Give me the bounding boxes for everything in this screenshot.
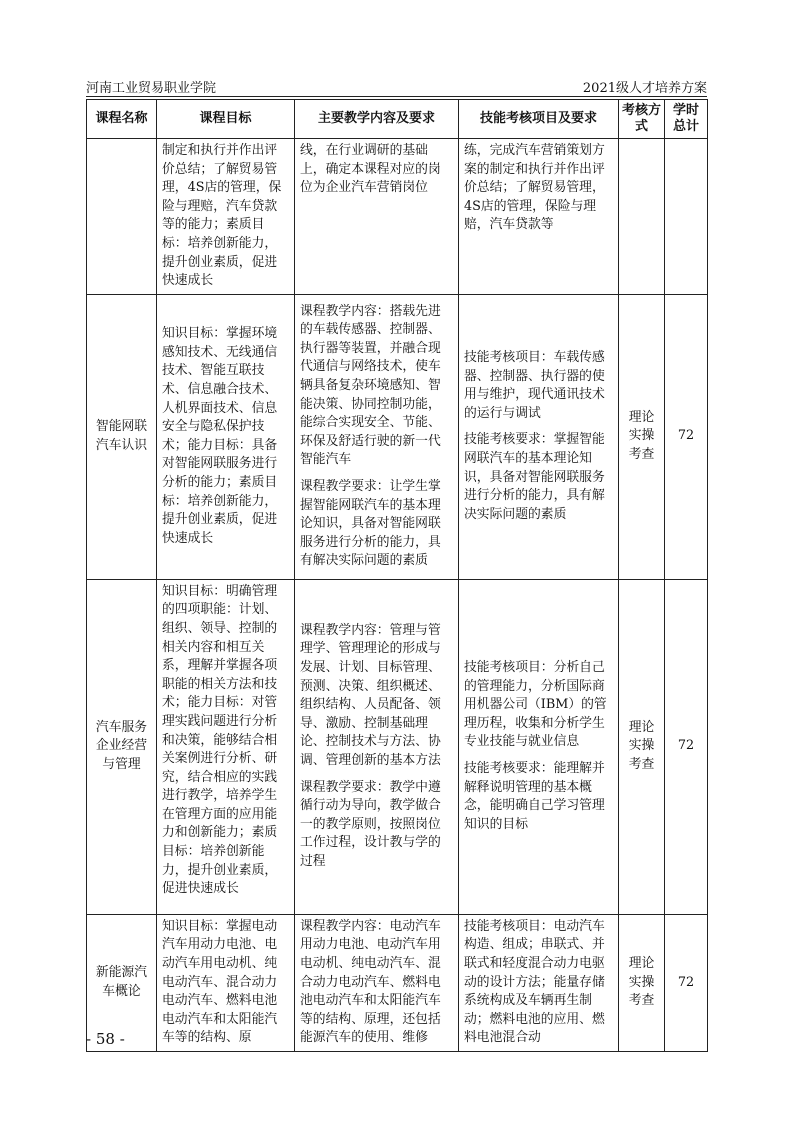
column-header-course-goal: 课程目标 [157, 100, 295, 139]
column-header-skill-assessment: 技能考核项目及要求 [459, 100, 619, 139]
content-paragraph: 课程教学内容：搭载先进的车载传感器、控制器、执行器等装置，并融合现代通信与网络技术，使车辆具备复杂环境感知、智能决策、协同控制功能，能综合实现安全、节能、环保及舒适行驶的新一代智能汽车 [300, 303, 441, 468]
course-table [86, 99, 708, 1052]
column-header-total-hours: 学时总计 [665, 100, 708, 139]
total-hours-cell: 72 [665, 914, 708, 1051]
column-header-assessment-mode: 考核方式 [619, 100, 665, 139]
content-cell [295, 914, 459, 1051]
column-header-course-name: 课程名称 [87, 100, 157, 139]
column-header-content: 主要教学内容及要求 [295, 100, 459, 139]
assessment-mode-cell: 理论实操考查 [619, 294, 665, 579]
header-document-title: 2021级人才培养方案 [582, 81, 707, 96]
skill-cell [459, 139, 619, 295]
course-goal-cell: 制定和执行并作出评价总结；了解贸易管理，4S店的管理，保险与理赔，汽车贷款等的能力；素质目标：培养创新能力，提升创业素质，促进快速成长 [157, 139, 295, 295]
skill-paragraph: 技能考核项目：车载传感器、控制器、执行器的使用与维护，现代通讯技术的运行与调试 [464, 350, 605, 421]
course-goal-cell: 知识目标：掌握电动汽车用动力电池、电动汽车用电动机、纯电动汽车、混合动力电动汽车、燃料电池电动汽车和太阳能汽车等的结构、原 [157, 914, 295, 1051]
course-name-cell: 智能网联汽车认识 [87, 294, 157, 579]
assessment-mode-cell [619, 139, 665, 295]
skill-paragraph: 技能考核项目：电动汽车构造、组成；串联式、并联式和轻度混合动力电驱动的设计方法；能量存储系统构成及车辆再生制动；燃料电池的应用、燃料电池混合动 [464, 918, 605, 1046]
assessment-mode-cell: 理论实操考查 [619, 914, 665, 1051]
content-paragraph: 课程教学要求：让学生掌握智能网联汽车的基本理论知识，具备对智能网联服务进行分析的能力，具有解决实际问题的素质 [300, 478, 441, 569]
skill-cell [459, 579, 619, 914]
course-goal-cell: 知识目标：明确管理的四项职能：计划、组织、领导、控制的相关内容和相互关系，理解并掌握各项职能的相关方法和技术；能力目标：对管理实践问题进行分析和决策，能够结合相关案例进行分析、研究，结合相应的实践进行教学，培养学生在管理方面的应用能力和创新能力；素质目标：培养创新能力，提升创业素质，促进快速成长 [157, 579, 295, 914]
page-number: - 58 - [86, 1030, 125, 1048]
table-row [87, 294, 708, 579]
skill-paragraph: 练，完成汽车营销策划方案的制定和执行并作出评价总结；了解贸易管理，4S店的管理，保险与理赔，汽车贷款等 [464, 143, 605, 233]
skill-paragraph: 技能考核要求：能理解并解释说明管理的基本概念，能明确自己学习管理知识的目标 [464, 761, 605, 832]
header-divider [86, 96, 707, 97]
header-school-name: 河南工业贸易职业学院 [86, 81, 217, 96]
course-goal-cell: 知识目标：掌握环境感知技术、无线通信技术、智能互联技术、信息融合技术、人机界面技术、信息安全与隐私保护技术；能力目标：具备对智能网联服务进行分析的能力；素质目标：培养创新能力，提升创业素质，促进快速成长 [157, 294, 295, 579]
total-hours-cell [665, 139, 708, 295]
course-name-cell: 新能源汽车概论 [87, 914, 157, 1051]
total-hours-cell: 72 [665, 579, 708, 914]
table-row [87, 914, 708, 1051]
content-cell [295, 579, 459, 914]
course-name-cell: 汽车服务企业经营与管理 [87, 579, 157, 914]
content-paragraph: 线，在行业调研的基础上，确定本课程对应的岗位为企业汽车营销岗位 [300, 143, 441, 196]
content-paragraph: 课程教学内容：电动汽车用动力电池、电动汽车用电动机、纯电动汽车、混合动力电动汽车、燃料电池电动汽车和太阳能汽车等的结构、原理，还包括能源汽车的使用、维修 [300, 918, 441, 1046]
course-name-cell [87, 139, 157, 295]
table-header-row [87, 100, 708, 139]
skill-cell [459, 294, 619, 579]
content-paragraph: 课程教学要求：教学中遵循行动为导向，教学做合一的教学原则，按照岗位工作过程，设计教与学的过程 [300, 779, 441, 870]
content-paragraph: 课程教学内容：管理与管理学、管理理论的形成与发展、计划、目标管理、预测、决策、组织概述、组织结构、人员配备、领导、激励、控制基础理论、控制技术与方法、协调、管理创新的基本方法 [300, 622, 441, 769]
table-row [87, 579, 708, 914]
assessment-mode-cell: 理论实操考查 [619, 579, 665, 914]
skill-paragraph: 技能考核项目：分析自己的管理能力，分析国际商用机器公司（IBM）的管理历程，收集和分析学生专业技能与就业信息 [464, 660, 607, 750]
skill-paragraph: 技能考核要求：掌握智能网联汽车的基本理论知识，具备对智能网联服务进行分析的能力，具有解决实际问题的素质 [464, 432, 605, 522]
total-hours-cell: 72 [665, 294, 708, 579]
content-cell [295, 139, 459, 295]
skill-cell [459, 914, 619, 1051]
table-row [87, 139, 708, 295]
content-cell [295, 294, 459, 579]
